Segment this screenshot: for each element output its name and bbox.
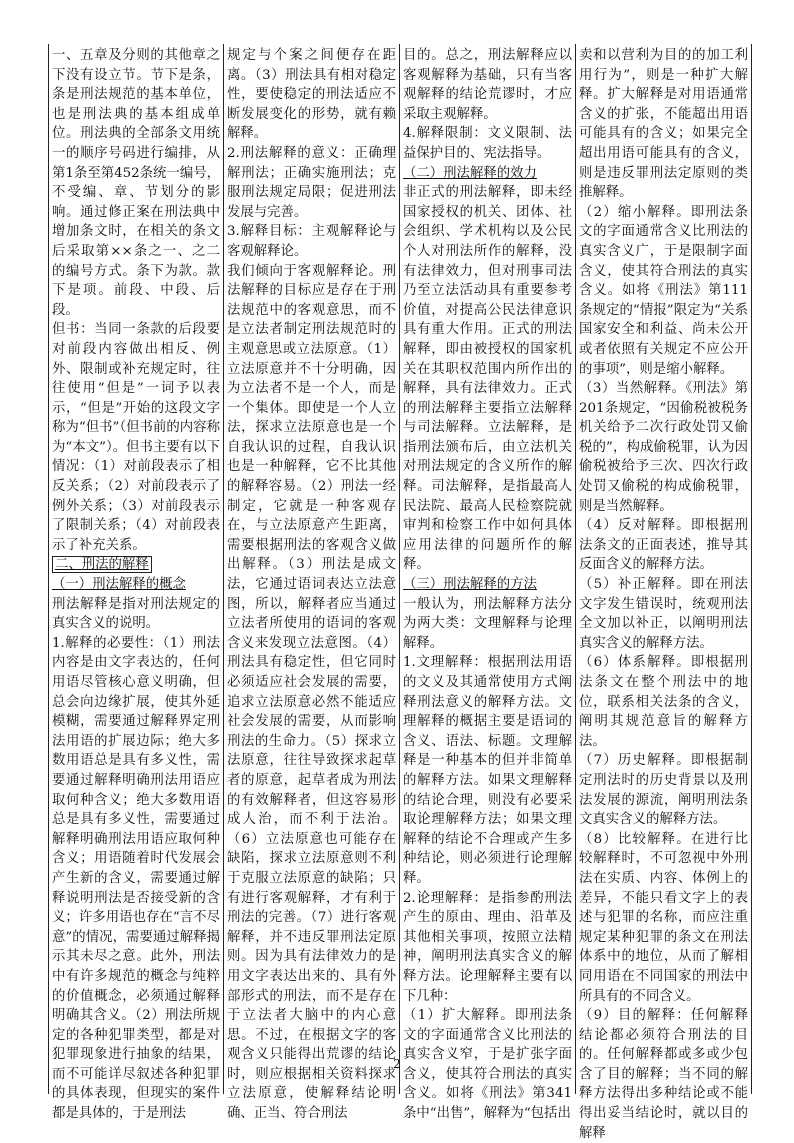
- document-page: [48, 44, 752, 1141]
- paragraph: 非正式的刑法解释，即未经国家授权的机关、团体、社会组织、学术机构以及公民个人对刑法所作的解释，没有法律效力，但对刑事司法乃至立法活动具有重要参考价值，对提高公民法律意识具有重大作用。正式的刑法解释，即由被授权的国家机关在其职权范围内所作出的解释，具有法律效力。正式的刑法解释主要指立法解释与司法解释。立法解释，是指刑法颁布后，由立法机关对刑法规定的含义所作的解释。司法解释，是指最高人民法院、最高人民检察院就审判和检察工作中如何具体应用法律的问题所作的解释。: [403, 185, 572, 573]
- paragraph: 2.刑法解释的意义：正确理解刑法；正确实施刑法；克服刑法规定局限；促进刑法发展与完善。: [227, 145, 396, 220]
- paragraph: （7）历史解释。即根据制定刑法时的历史背景以及刑法发展的源流，阐明刑法条文真实含义的解释方法。: [579, 753, 748, 828]
- paragraph: （6）体系解释。即根据刑法条文在整个刑法中的地位，联系相关法条的含义，阐明其规范意旨的解释方法。: [579, 655, 748, 749]
- paragraph: （5）补正解释。即在刑法文字发生错误时，统观刑法全文加以补正，以阐明刑法真实含义的解释方法。: [579, 577, 748, 651]
- text-column-1: [48, 44, 224, 1122]
- paragraph: （4）反对解释。即根据刑法条文的正面表述，推导其反面含义的解释方法。: [579, 518, 748, 573]
- paragraph: （3）当然解释。《刑法》第201条规定，“因偷税被税务机关给予二次行政处罚又偷税的”，构成偷税罪，认为因偷税被给予三次、四次行政处罚又偷税的构成偷税罪，则是当然解释。: [579, 381, 748, 514]
- paragraph: 一、五章及分则的其他章之下没有设立节。节下是条，条是刑法规范的基本单位，也是刑法典的基本组成单位。刑法典的全部条文用统一的顺序号码进行编排，从第1条至第452条统一编号，不受编、章、节划分的影响。通过修正案在刑法典中增加条文时，在相关的条文后采取第××条之一、之二的编号方式。条下为款。款下是项。前段、中段、后段。: [52, 48, 220, 318]
- paragraph: 一般认为，刑法解释方法分为两大类：文理解释与论理解释。: [403, 596, 572, 651]
- text-column-4: [576, 44, 752, 1141]
- paragraph: 4.解释限制：文义限制、法益保护目的、宪法指导。: [403, 126, 572, 161]
- paragraph: 目的。总之，刑法解释应以客观解释为基础，只有当客观解释的结论荒谬时，才应采取主观解释。: [403, 48, 572, 122]
- paragraph: 规定与个案之间便存在距离。（3）刑法具有相对稳定性，要使稳定的刑法适应不断发展变化的形势，就有赖解释。: [227, 48, 396, 142]
- paragraph: （8）比较解释。在进行比较解释时，不可忽视中外刑法在实质、内容、体例上的差异，不能只看文字上的表述与犯罪的名称，而应注重规定某种犯罪的条文在刑法体系中的地位，从而了解相同用语在不同国家的刑法中所具有的不同含义。: [579, 831, 748, 1004]
- paragraph: （2）缩小解释。即刑法条文的字面通常含义比刑法的真实含义广，于是限制字面含义，使其符合刑法的真实含义。如将《刑法》第111条规定的“情报”限定为“关系国家安全和利益、尚未公开或者依照有关规定不应公开的事项”，则是缩小解释。: [579, 204, 748, 377]
- paragraph: 3.解释目标：主观解释论与客观解释论。: [227, 224, 396, 259]
- section-heading: 二、刑法的解释: [52, 556, 152, 573]
- paragraph: 刑法解释是指对刑法规定的真实含义的说明。: [52, 596, 220, 632]
- subsection-heading: （三）刑法解释的方法: [403, 577, 537, 593]
- paragraph: 但书：当同一条款的后段要对前段内容做出相反、例外、限制或补充规定时，往往使用“但是”一词予以表示，“但是”开始的这段文字称为“但书”（但书前的内容称为“本文”）。但书主要有以下情况：（1）对前段表示了相反关系；（2）对前段表示了例外关系；（3）对前段表示了限制关系；（4）对前段表示了补充关系。: [52, 322, 220, 553]
- paragraph: （9）目的解释：任何解释结论都必须符合刑法的目的。任何解释都或多或少包含了目的解释；当不同的解释方法得出多种结论或不能得出妥当结论时，就以目的解释: [579, 1008, 748, 1141]
- paragraph: 2.论理解释：是指参酌刑法产生的原由、理由、沿革及其他相关事项，按照立法精神，阐明刑法真实含义的解释方法。论理解释主要有以下几种：: [403, 890, 572, 1004]
- page-number: 2: [393, 1057, 401, 1071]
- paragraph: 我们倾向于客观解释论。刑法解释的目标应是存在于刑法规范中的客观意思，而不是立法者制定刑法规范时的主观意思或立法原意。（1）立法原意并不十分明确，因为立法者不是一个人，而是一个集体。即使是一个人立法，探求立法原意也是一个自我认识的过程，自我认识也是一种解释，它不比其他的解释容易。（2）刑法一经制定，它就是一种客观存在，与立法原意产生距离，需要根据刑法的客观含义做出解释。（3）刑法是成文法，它通过语词表达立法意图，所以，解释者应当通过立法者所使用的语词的客观含义来发现立法意图。（4）刑法具有稳定性，但它同时必须适应社会发展的需要，追求立法原意必然不能适应社会发展的需要，从而影响刑法的生命力。（5）探求立法原意，往往导致探求起草者的原意，起草者成为刑法的有效解释者，但这容易形成人治，而不利于法治。（6）立法原意也可能存在缺陷，探求立法原意则不利于克服立法原意的缺陷；只有进行客观解释，才有利于刑法的完善。（7）进行客观解释，并不违反罪刑法定原则。因为具有法律效力的是用文字表达出来的、具有外部形式的刑法，而不是存在于立法者大脑中的内心意思。不过，在根据文字的客观含义只能得出荒谬的结论时，则应根据相关资料探求立法原意，使解释结论明确、正当、符合刑法: [227, 263, 396, 1122]
- text-column-2: [224, 44, 400, 1122]
- paragraph: 卖和以营利为目的的加工利用行为”，则是一种扩大解释。扩大解释是对用语通常含义的扩张，不能超出用语可能具有的含义；如果完全超出用语可能具有的含义，则是违反罪刑法定原则的类推解释。: [579, 48, 748, 201]
- paragraph: 1.解释的必要性：（1）刑法内容是由文字表达的，任何用语尽管核心意义明确，但总会向边缘扩展，使其外延模糊，需要通过解释界定刑法用语的扩展边际；绝大多数用语总是具有多义性，需要通过解释明确刑法用语应取何种含义；绝大多数用语总是具有多义性，需要通过解释明确刑法用语应取何种含义；用语随着时代发展会产生新的含义，需要通过解释说明刑法是否接受新的含义；许多用语也存在“言不尽意”的情况，需要通过解释揭示其未尽之意。此外，刑法中有许多规范的概念与纯粹的价值概念，必须通过解释明确其含义。（2）刑法所规定的各种犯罪类型，都是对犯罪现象进行抽象的结果，而不可能详尽叙述各种犯罪的具体表现，但现实的案件都是具体的，于是刑法: [52, 635, 220, 1122]
- paragraph: 1.文理解释：根据刑法用语的文义及其通常使用方式阐释刑法意义的解释方法。文理解释的概据主要是语词的含义、语法、标题。文理解释是一种基本的但并非简单的解释方法。如果文理解释的结论合理，则没有必要采取论理解释方法；如果文理解释的结论不合理或产生多种结论，则必须进行论理解释。: [403, 655, 572, 886]
- subsection-heading: （二）刑法解释的效力: [403, 165, 537, 181]
- subsection-heading: （一）刑法解释的概念: [52, 577, 186, 593]
- text-column-3: [400, 44, 576, 1122]
- paragraph: （1）扩大解释。即刑法条文的字面通常含义比刑法的真实含义窄，于是扩张字面含义，使其符合刑法的真实含义。如将《刑法》第341条中“出售”，解释为“包括出: [403, 1008, 572, 1122]
